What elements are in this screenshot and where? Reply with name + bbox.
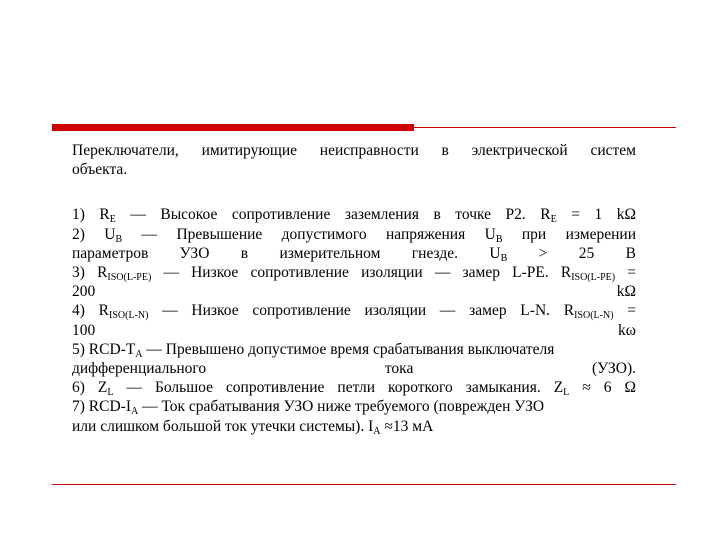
top-thin-rule (414, 127, 676, 128)
item-6-line-1: 6) $Z_L$ — Большое сопротивление петли короткого замыкания. $Z_L \approx 6$ Ω (72, 379, 636, 399)
top-red-rule (52, 124, 414, 131)
item-3-line-1: 3) $R_{ISO(L-PE)}$ — Низкое сопротивление изоляции — замер L-PE. $R_{ISO(L-PE)}$ = (72, 264, 636, 284)
spacer (72, 179, 636, 205)
item-7-line-2: или слишком большой ток утечки системы). $I_A \approx 13$ мА (72, 417, 434, 437)
bottom-thin-rule (52, 484, 676, 485)
heading-line-2: объекта. (72, 161, 128, 179)
item-5-line-1: 5) RCD-$T_A$ — Превышено допустимое время срабатывания выключателя (72, 340, 555, 360)
item-4-line-1: 4) $R_{ISO(L-N)}$ — Низкое сопротивление изоляции — замер L-N. $R_{ISO(L-N)}$ = (72, 302, 637, 322)
heading-line-1: Переключатели, имитирующие неисправности в электрической систем (72, 142, 636, 159)
item-1-line-1: 1) $R_E$ — Высокое сопротивление заземления в точке P2. $R_E = 1$ kΩ (72, 206, 637, 226)
item-4-line-2: 100 kω (72, 321, 636, 339)
item-2-line-2: параметров УЗО в измерительном гнезде. $U_B > 25$ В (72, 244, 636, 264)
item-3-line-2: 200 kΩ (72, 283, 636, 301)
slide-text (72, 141, 636, 436)
item-2-line-1: 2) $U_B$ — Превышение допустимого напряжения $U_B$ при измерении (72, 225, 636, 245)
item-5-line-2: дифференциального тока (УЗО). (72, 360, 636, 378)
item-7-line-1: 7) RCD-$I_A$ — Ток срабатывания УЗО ниже требуемого (поврежден УЗО (72, 398, 545, 418)
